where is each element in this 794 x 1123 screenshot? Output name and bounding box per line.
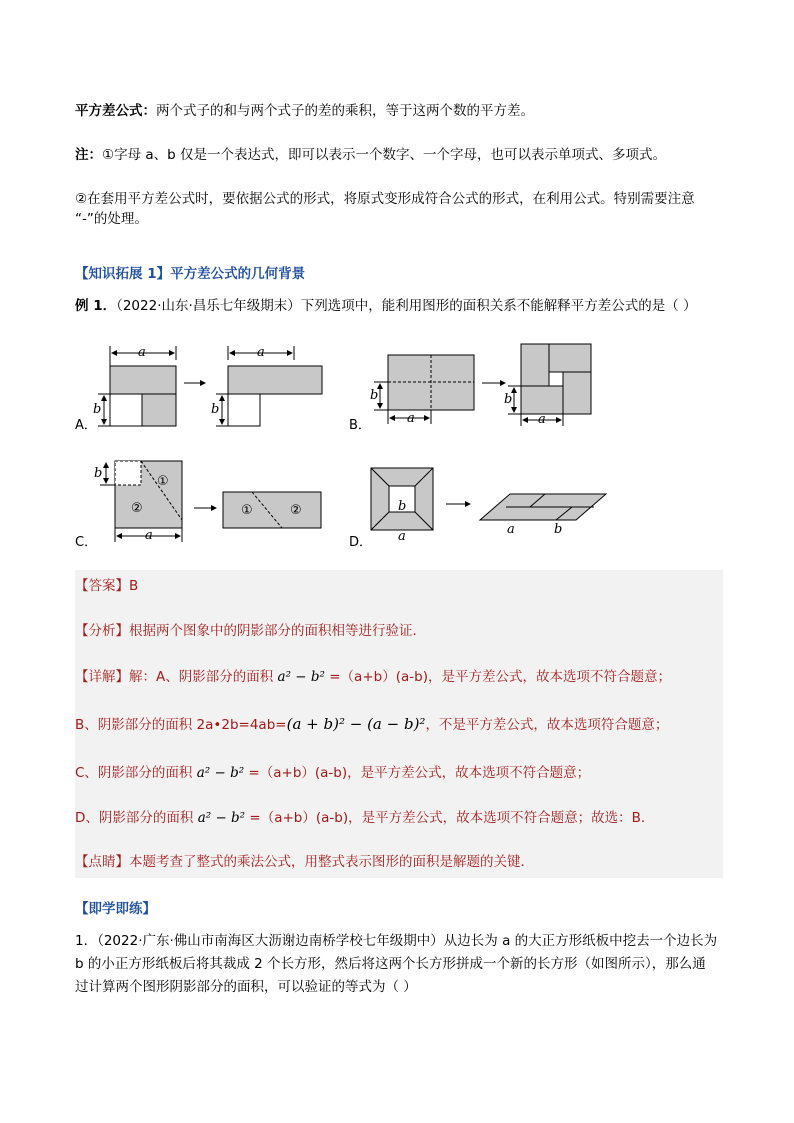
practice-title: 【即学即练】 xyxy=(75,901,156,917)
note-1-text: ①字母 a、b 仅是一个表达式，即可以表示一个数字、一个字母，也可以表示单项式、多项式。 xyxy=(102,147,667,163)
fig-b-left-b: b xyxy=(370,388,379,403)
answer-tag: 【答案】 xyxy=(75,578,129,594)
option-a-label: A． xyxy=(75,418,97,433)
detail-c-formula: a² − b² xyxy=(196,765,245,781)
detail-c-suffix: =（a+b）(a-b)，是平方差公式，故本选项不符合题意； xyxy=(244,765,591,781)
figure-b-left xyxy=(374,355,474,424)
detail-a-formula: a² − b² xyxy=(277,669,325,685)
section-title: 【知识拓展 1】平方差公式的几何背景 xyxy=(75,266,306,282)
detail-a-suffix: =（a+b）(a-b)，是平方差公式，故本选项不符合题意； xyxy=(324,669,671,685)
note-2 xyxy=(75,189,725,229)
example-text: （2022·山东·昌乐七年级期末）下列选项中，能利用图形的面积关系不能解释平方差公式的是（ ） xyxy=(116,298,697,314)
figure-b-right xyxy=(508,344,591,426)
figure-a-right xyxy=(216,346,322,426)
fig-c-left-piece1: ① xyxy=(157,474,169,489)
fig-d-right-b: b xyxy=(554,522,563,537)
fig-c-right-piece2: ② xyxy=(290,503,302,518)
detail-c-line xyxy=(75,763,725,783)
fig-a-right-a: a xyxy=(257,345,265,360)
analysis-text: 根据两个图象中的阴影部分的面积相等进行验证． xyxy=(129,623,426,639)
answer-value: B xyxy=(129,578,139,594)
fig-a-left-a: a xyxy=(138,345,146,360)
detail-d-prefix: D、阴影部分的面积 xyxy=(75,810,198,826)
option-b-label: B． xyxy=(349,418,371,433)
figure-c-right xyxy=(223,492,321,528)
example-label: 例 1． xyxy=(75,298,117,314)
example-1 xyxy=(75,296,725,316)
option-c-label: C． xyxy=(75,535,98,550)
fig-c-b: b xyxy=(94,466,103,481)
note-title: 注： xyxy=(75,147,102,163)
answer-line xyxy=(75,576,725,596)
fig-d-left-a: a xyxy=(398,529,406,544)
fig-b-right-b: b xyxy=(504,392,513,407)
formula-definition xyxy=(75,101,725,121)
figure-a-left xyxy=(98,346,176,426)
formula-text: 两个式子的和与两个式子的差的乘积，等于这两个数的平方差。 xyxy=(156,103,534,119)
fig-b-right-a: a xyxy=(538,412,546,427)
detail-d-formula: a² − b² xyxy=(197,810,246,826)
detail-b-line xyxy=(75,714,725,735)
note-2-text-cont: “-”的处理。 xyxy=(75,211,148,227)
analysis-line xyxy=(75,621,725,641)
detail-a-line xyxy=(75,667,725,687)
detail-c-prefix: C、阴影部分的面积 xyxy=(75,765,197,781)
note-1 xyxy=(75,145,725,165)
fig-b-left-a: a xyxy=(407,411,415,426)
fig-c-right-piece1: ① xyxy=(241,503,253,518)
figures-diagram xyxy=(0,330,794,560)
practice-q1-line3: 过计算两个图形阴影部分的面积，可以验证的等式为（ ） xyxy=(75,979,417,995)
fig-d-right-a: a xyxy=(507,522,515,537)
detail-a-prefix: 解：A、阴影部分的面积 xyxy=(129,669,278,685)
comment-tag: 【点睛】 xyxy=(75,854,129,870)
detail-b-suffix: ，不是平方差公式，故本选项符合题意； xyxy=(425,717,669,733)
practice-question-1 xyxy=(75,930,725,999)
practice-q1-line1: 1．（2022·广东·佛山市南海区大沥谢边南桥学校七年级期中）从边长为 a 的大正方形纸板中挖去一个边长为 xyxy=(75,933,718,949)
option-d-label: D． xyxy=(349,535,373,550)
fig-a-left-b: b xyxy=(93,402,102,417)
analysis-tag: 【分析】 xyxy=(75,623,129,639)
detail-tag: 【详解】 xyxy=(75,669,129,685)
comment-text: 本题考查了整式的乘法公式，用整式表示图形的面积是解题的关键． xyxy=(129,854,534,870)
comment-line xyxy=(75,852,725,872)
detail-d-suffix: =（a+b）(a-b)，是平方差公式，故本选项不符合题意；故选：B. xyxy=(245,810,646,826)
figure-d-right xyxy=(480,494,606,520)
fig-d-left-b: b xyxy=(398,499,407,514)
formula-title: 平方差公式： xyxy=(75,103,156,119)
fig-a-right-b: b xyxy=(211,402,220,417)
detail-b-formula: (a + b)² − (a − b)² xyxy=(286,715,426,733)
detail-d-line xyxy=(75,808,725,828)
fig-c-a: a xyxy=(145,528,153,543)
practice-q1-line2: b 的小正方形纸板后将其裁成 2 个长方形，然后将这两个长方形拼成一个新的长方形（如图所示），那么通 xyxy=(75,956,706,972)
fig-c-left-piece2: ② xyxy=(131,501,143,516)
note-2-text: ②在套用平方差公式时，要依据公式的形式，将原式变形成符合公式的形式，在利用公式。特别需要注意 xyxy=(75,191,695,207)
detail-b-prefix: B、阴影部分的面积 2a•2b=4ab= xyxy=(75,717,287,733)
